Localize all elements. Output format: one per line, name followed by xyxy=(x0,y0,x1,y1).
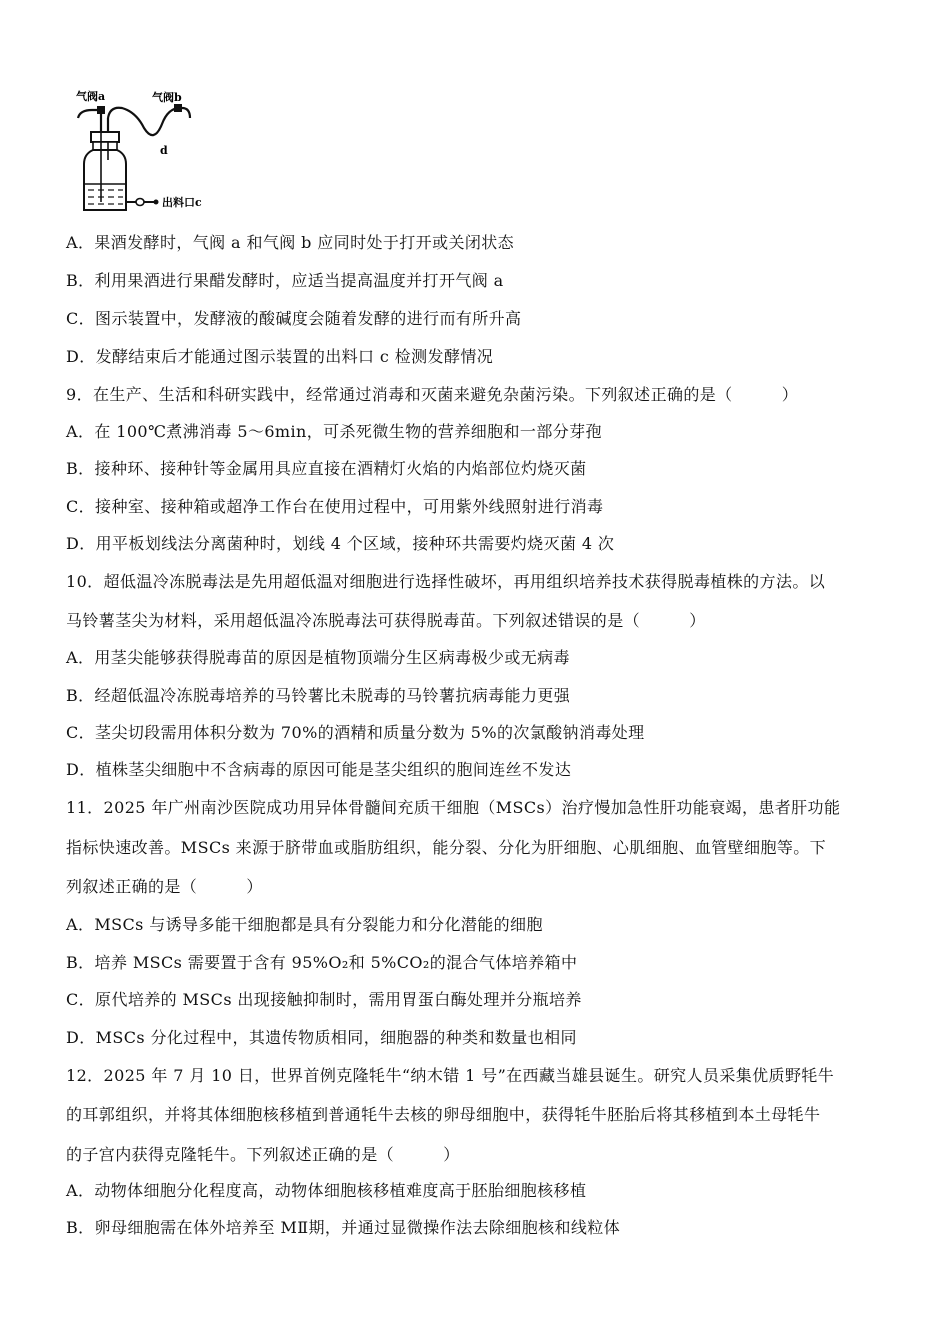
q12-stem-line-1: 12．2025 年 7 月 10 日，世界首例克隆牦牛“纳木错 1 号”在西藏当雄县诞生。研究人员采集优质野牦牛 xyxy=(66,1066,835,1085)
q10-option-b: B．经超低温冷冻脱毒培养的马铃薯比未脱毒的马铃薯抗病毒能力更强 xyxy=(66,686,571,705)
fermentation-apparatus-diagram xyxy=(70,88,230,218)
q10-option-c: C．茎尖切段需用体积分数为 70%的酒精和质量分数为 5%的次氯酸钠消毒处理 xyxy=(66,723,645,742)
q12-stem-line-3: 的子宫内获得克隆牦牛。下列叙述正确的是（ ） xyxy=(66,1145,460,1164)
q11-option-a: A．MSCs 与诱导多能干细胞都是具有分裂能力和分化潜能的细胞 xyxy=(66,915,543,934)
q9-option-c: C．接种室、接种箱或超净工作台在使用过程中，可用紫外线照射进行消毒 xyxy=(66,497,604,516)
q10-option-d: D．植株茎尖细胞中不含病毒的原因可能是茎尖组织的胞间连丝不发达 xyxy=(66,760,572,779)
q12-option-b: B．卵母细胞需在体外培养至 MⅡ期，并通过显微操作法去除细胞核和线粒体 xyxy=(66,1218,621,1237)
q9-option-a: A．在 100℃煮沸消毒 5～6min，可杀死微生物的营养细胞和一部分芽孢 xyxy=(66,422,602,441)
q11-option-d: D．MSCs 分化过程中，其遗传物质相同，细胞器的种类和数量也相同 xyxy=(66,1028,577,1047)
label-tube-d: d xyxy=(160,144,168,157)
q11-option-b: B．培养 MSCs 需要置于含有 95%O₂和 5%CO₂的混合气体培养箱中 xyxy=(66,953,578,972)
q8-option-d: D．发酵结束后才能通过图示装置的出料口 c 检测发酵情况 xyxy=(66,347,494,366)
q11-stem-line-3: 列叙述正确的是（ ） xyxy=(66,877,263,896)
q9-stem: 9．在生产、生活和科研实践中，经常通过消毒和灭菌来避免杂菌污染。下列叙述正确的是（ ） xyxy=(66,385,799,404)
q12-option-a: A．动物体细胞分化程度高，动物体细胞核移植难度高于胚胎细胞核移植 xyxy=(66,1181,587,1200)
q10-stem-line-2: 马铃薯茎尖为材料，采用超低温冷冻脱毒法可获得脱毒苗。下列叙述错误的是（ ） xyxy=(66,611,706,630)
q9-option-b: B．接种环、接种针等金属用具应直接在酒精灯火焰的内焰部位灼烧灭菌 xyxy=(66,459,587,478)
q10-option-a: A．用茎尖能够获得脱毒苗的原因是植物顶端分生区病毒极少或无病毒 xyxy=(66,648,570,667)
q11-option-c: C．原代培养的 MSCs 出现接触抑制时，需用胃蛋白酶处理并分瓶培养 xyxy=(66,990,582,1009)
q12-stem-line-2: 的耳郭组织，并将其体细胞核移植到普通牦牛去核的卵母细胞中，获得牦牛胚胎后将其移植到本土母牦牛 xyxy=(66,1105,821,1124)
q9-option-d: D．用平板划线法分离菌种时，划线 4 个区域，接种环共需要灼烧灭菌 4 次 xyxy=(66,534,615,553)
label-valve-a: 气阀a xyxy=(76,90,106,103)
q11-stem-line-1: 11．2025 年广州南沙医院成功用异体骨髓间充质干细胞（MSCs）治疗慢加急性肝功能衰竭，患者肝功能 xyxy=(66,798,841,817)
label-outlet-c: 出料口c xyxy=(162,196,202,209)
fermentation-apparatus-figure xyxy=(70,88,230,218)
q8-option-c: C．图示装置中，发酵液的酸碱度会随着发酵的进行而有所升高 xyxy=(66,309,522,328)
q10-stem-line-1: 10．超低温冷冻脱毒法是先用超低温对细胞进行选择性破坏，再用组织培养技术获得脱毒植株的方法。以 xyxy=(66,572,826,591)
q8-option-a: A．果酒发酵时，气阀 a 和气阀 b 应同时处于打开或关闭状态 xyxy=(66,233,515,252)
q11-stem-line-2: 指标快速改善。MSCs 来源于脐带血或脂肪组织，能分裂、分化为肝细胞、心肌细胞、血管壁细胞等。下 xyxy=(66,838,827,857)
q8-option-b: B．利用果酒进行果醋发酵时，应适当提高温度并打开气阀 a xyxy=(66,271,504,290)
label-valve-b: 气阀b xyxy=(152,91,182,104)
